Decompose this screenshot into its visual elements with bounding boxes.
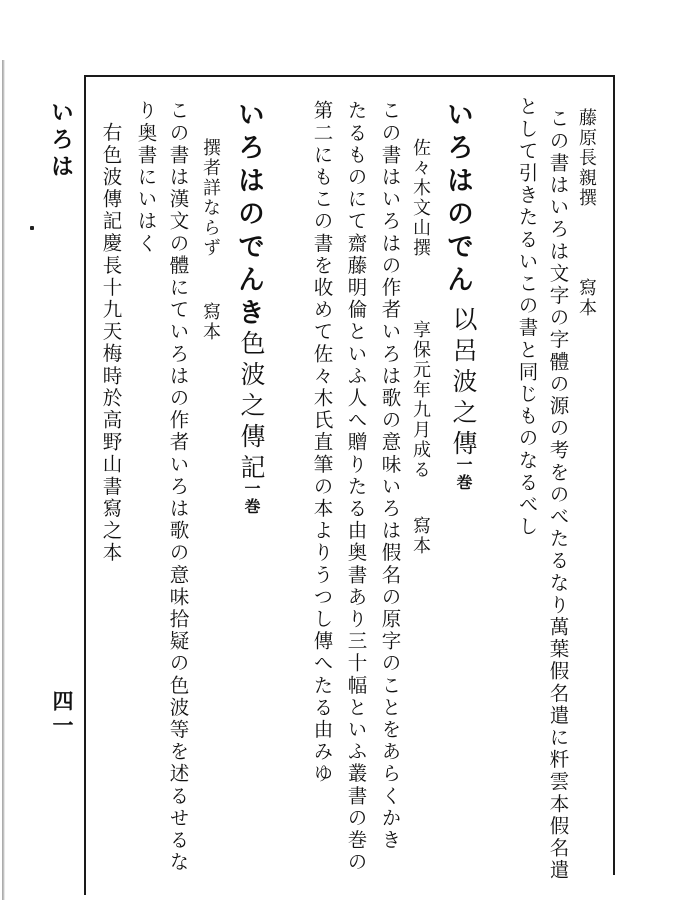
frame-rule-left bbox=[84, 75, 86, 895]
body-line: として引きたるいこの書と同じものなるべし bbox=[515, 96, 539, 538]
author-line: 佐々木文山撰 bbox=[410, 138, 431, 258]
entry-title-kana: いろはのでん bbox=[442, 100, 473, 298]
frame-rule-right bbox=[613, 75, 615, 875]
volume-count: 一巻 bbox=[454, 456, 473, 492]
running-head: いろは bbox=[47, 100, 73, 181]
body-line: 右色波傳記慶長十九天梅時於高野山書寫之本 bbox=[99, 122, 123, 564]
body-line: たるものにて齋藤明倫といふ人へ贈りたる由奥書あり三十幅といふ叢書の巻の bbox=[344, 100, 368, 874]
author-line: 藤原長親撰 bbox=[576, 108, 597, 208]
entry-title-kana: いろはのでんき bbox=[233, 100, 264, 331]
author-line: 撰者詳ならず bbox=[200, 138, 221, 258]
body-line: この書はいろはの作者いろは歌の意味いろは假名の原字のことをあらくかき bbox=[378, 100, 402, 852]
date-line: 享保元年九月成る bbox=[410, 320, 431, 480]
page-number: 四一 bbox=[50, 690, 75, 738]
ink-speck bbox=[30, 226, 34, 230]
body-line: 第二にもこの書を收めて佐々木氏直筆の本よりうつし傳へたる由みゆ bbox=[310, 100, 334, 786]
frame-rule-top bbox=[84, 75, 615, 77]
copy-type: 寫本 bbox=[200, 302, 221, 342]
binding-edge bbox=[2, 60, 5, 900]
entry-title-kanji: 色波之傳記 bbox=[237, 330, 266, 485]
volume-count: 一巻 bbox=[242, 480, 261, 516]
body-line: この書はいろは文字の字體の源の考をのべたるなり萬葉假名遣に粁雲本假名遣 bbox=[546, 108, 570, 882]
copy-type: 寫本 bbox=[410, 516, 431, 556]
body-line: この書は漢文の體にていろはの作者いろは歌の意味拾疑の色波等を述るせるな bbox=[166, 100, 190, 874]
body-line: り奥書にいはく bbox=[134, 100, 158, 255]
entry-title-kanji: 以呂波之傳 bbox=[449, 306, 478, 461]
copy-type: 寫本 bbox=[576, 278, 597, 318]
